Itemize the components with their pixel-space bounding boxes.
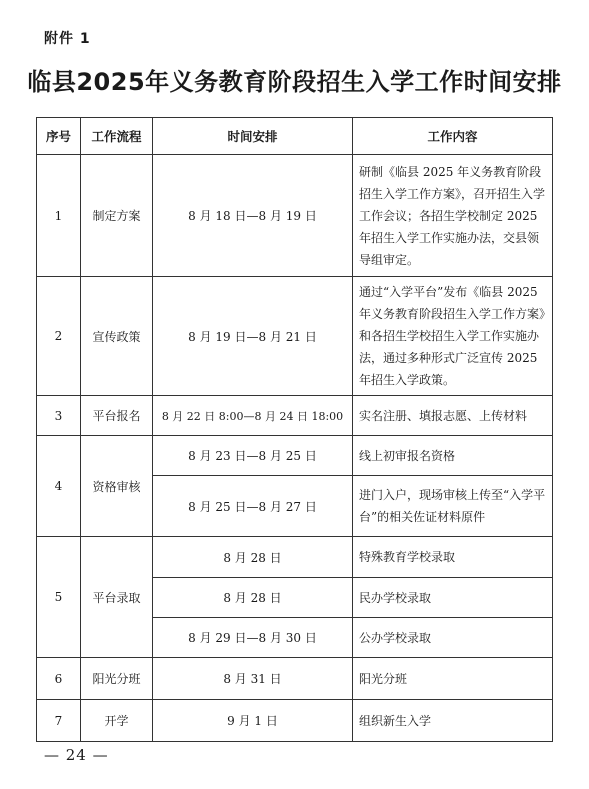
row-number: 7 (37, 700, 81, 742)
row-content: 特殊教育学校录取 (353, 537, 553, 578)
row-number: 1 (37, 155, 81, 277)
row-content: 组织新生入学 (353, 700, 553, 742)
header-schedule: 时间安排 (153, 118, 353, 155)
table-row (37, 658, 553, 700)
row-schedule: 8 月 31 日 (153, 658, 353, 700)
row-schedule: 8 月 29 日—8 月 30 日 (153, 618, 353, 658)
row-content: 实名注册、填报志愿、上传材料 (353, 396, 553, 436)
table-header-row (37, 118, 553, 155)
row-number: 3 (37, 396, 81, 436)
row-content: 通过“入学平台”发布《临县 2025 年义务教育阶段招生入学工作方案》和各招生学校招生入学工作实施办法，通过多种形式广泛宣传 2025 年招生入学政策。 (353, 277, 553, 396)
row-content: 公办学校录取 (353, 618, 553, 658)
row-number: 4 (37, 436, 81, 537)
table-row (37, 436, 553, 476)
row-process: 阳光分班 (81, 658, 153, 700)
row-content: 民办学校录取 (353, 578, 553, 618)
row-schedule: 8 月 28 日 (153, 578, 353, 618)
row-schedule: 8 月 23 日—8 月 25 日 (153, 436, 353, 476)
row-process: 平台录取 (81, 537, 153, 658)
row-schedule: 9 月 1 日 (153, 700, 353, 742)
table-row (37, 700, 553, 742)
row-process: 开学 (81, 700, 153, 742)
row-schedule: 8 月 25 日—8 月 27 日 (153, 476, 353, 537)
document-title: 临县2025年义务教育阶段招生入学工作时间安排 (27, 68, 562, 96)
row-schedule: 8 月 19 日—8 月 21 日 (153, 277, 353, 396)
attachment-label: 附件 1 (44, 31, 91, 47)
header-no: 序号 (37, 118, 81, 155)
row-schedule: 8 月 22 日 8:00—8 月 24 日 18:00 (153, 396, 353, 436)
header-content: 工作内容 (353, 118, 553, 155)
row-process: 资格审核 (81, 436, 153, 537)
row-process: 宣传政策 (81, 277, 153, 396)
row-process: 平台报名 (81, 396, 153, 436)
table-row (37, 537, 553, 578)
row-schedule: 8 月 18 日—8 月 19 日 (153, 155, 353, 277)
table-row (37, 155, 553, 277)
row-content: 研制《临县 2025 年义务教育阶段招生入学工作方案》，召开招生入学工作会议；各招生学校制定 2025 年招生入学工作实施办法，交县领导组审定。 (353, 155, 553, 277)
row-process: 制定方案 (81, 155, 153, 277)
row-number: 2 (37, 277, 81, 396)
row-number: 6 (37, 658, 81, 700)
row-number: 5 (37, 537, 81, 658)
table-row (37, 396, 553, 436)
row-content: 线上初审报名资格 (353, 436, 553, 476)
row-content: 进门入户，现场审核上传至“入学平台”的相关佐证材料原件 (353, 476, 553, 537)
table-row (37, 277, 553, 396)
row-content: 阳光分班 (353, 658, 553, 700)
header-process: 工作流程 (81, 118, 153, 155)
schedule-table (36, 117, 553, 742)
row-schedule: 8 月 28 日 (153, 537, 353, 578)
page-number: — 24 — (44, 746, 109, 764)
